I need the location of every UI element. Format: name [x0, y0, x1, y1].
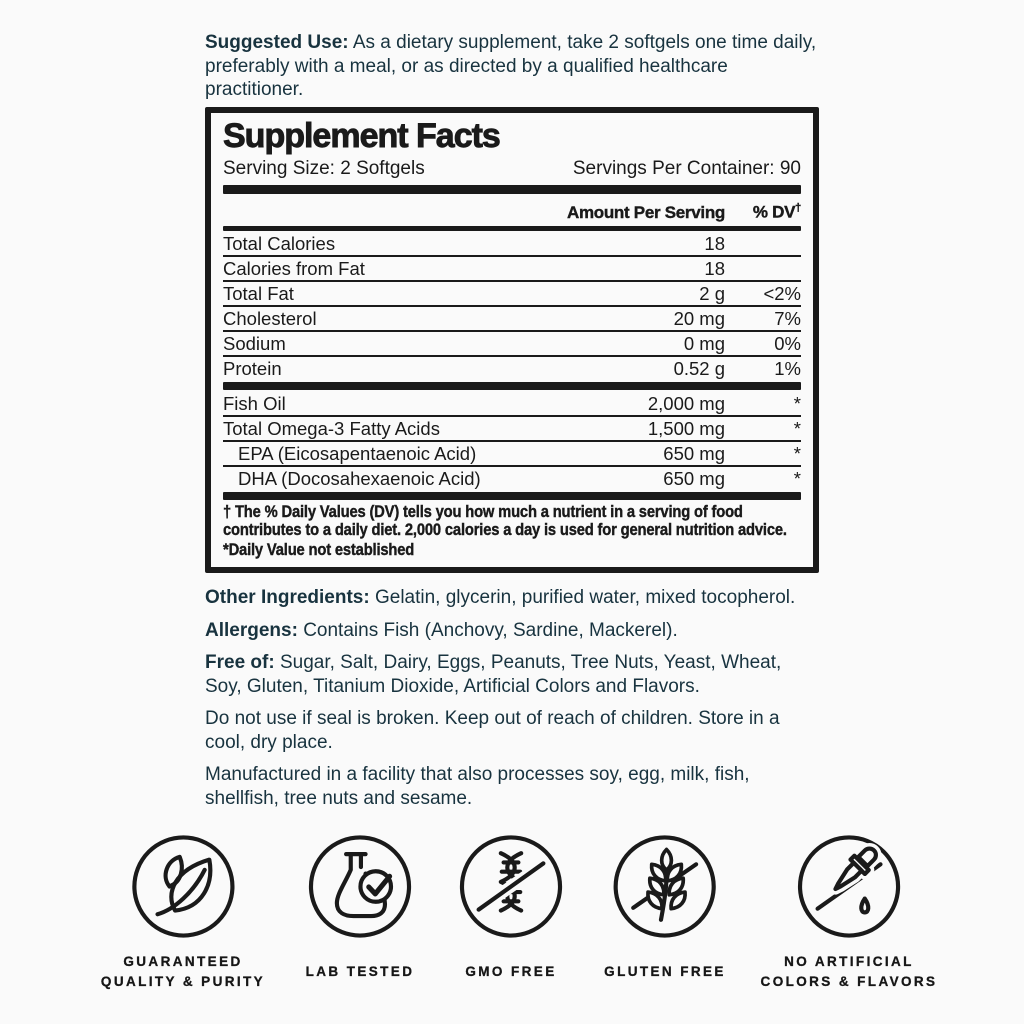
nutrient-name: EPA (Eicosapentaenoic Acid)	[238, 442, 477, 464]
table-header-row	[223, 196, 801, 226]
nutrient-amount: 650 mg	[663, 442, 725, 464]
nutrient-dv: *	[793, 392, 801, 414]
nutrient-name: Cholesterol	[223, 307, 317, 329]
supplement-facts-title: Supplement Facts	[223, 117, 500, 155]
nutrient-name: Calories from Fat	[223, 257, 365, 279]
nutrient-name: Total Calories	[223, 232, 336, 254]
suggested-use-label: Suggested Use:	[205, 32, 349, 53]
nutrient-row	[223, 282, 801, 307]
nutrient-amount: 18	[704, 232, 725, 254]
badge-label	[306, 949, 415, 995]
paragraph-label: Other Ingredients:	[205, 587, 370, 608]
badge-label-line: GUARANTEED	[123, 954, 243, 969]
nutrient-name: Sodium	[223, 332, 286, 354]
nutrient-row	[223, 332, 801, 357]
badge	[101, 831, 265, 995]
nutrient-amount: 2 g	[699, 282, 725, 304]
nutrient-amount: 18	[704, 257, 725, 279]
badge-label-line: LAB TESTED	[305, 964, 415, 979]
paragraph-text: Sugar, Salt, Dairy, Eggs, Peanuts, Tree Nuts, Yeast, Wheat, Soy, Gluten, Titanium Dioxide, Artificial Colors and Flavors.	[205, 652, 782, 697]
nutrient-row	[223, 357, 801, 380]
flask-check-icon	[305, 831, 416, 942]
nutrient-name: DHA (Docosahexaenoic Acid)	[238, 467, 481, 489]
badge-label-line: GLUTEN FREE	[604, 964, 726, 979]
sf-sections	[223, 232, 801, 500]
nutrient-amount: 0 mg	[683, 332, 725, 354]
badge-label	[101, 949, 265, 995]
nutrient-row	[223, 232, 801, 257]
nutrient-row	[223, 257, 801, 282]
nutrient-name: Protein	[223, 357, 282, 379]
badge-label-line: COLORS & FLAVORS	[760, 974, 938, 989]
nutrient-amount: 650 mg	[663, 467, 725, 489]
info-paragraphs	[205, 586, 819, 819]
paragraph-text: Gelatin, glycerin, purified water, mixed tocopherol.	[374, 587, 796, 608]
nutrient-amount: 2,000 mg	[647, 392, 725, 414]
nutrient-name: Fish Oil	[223, 392, 286, 414]
paragraph-label: Allergens:	[205, 619, 298, 641]
footnote-dv: † The % Daily Values (DV) tells you how much a nutrient in a serving of food contributes to a daily diet. 2,000 calories a day is used for general nutrition advice.	[223, 502, 787, 540]
nutrient-amount: 0.52 g	[673, 357, 725, 379]
dna-slash-icon	[456, 831, 567, 942]
paragraph	[205, 651, 819, 698]
badge-label	[465, 949, 556, 995]
nutrient-section	[223, 392, 801, 490]
nutrient-row	[223, 307, 801, 332]
nutrient-name: Total Fat	[223, 282, 294, 304]
paragraph-text: Contains Fish (Anchovy, Sardine, Mackerel).	[303, 619, 678, 641]
supplement-facts-panel	[205, 107, 819, 573]
dagger-symbol: †	[795, 202, 801, 214]
badge-row	[0, 831, 1024, 1016]
paragraph	[205, 586, 819, 610]
servings-per-container: Servings Per Container: 90	[572, 158, 801, 179]
paragraph	[205, 707, 819, 754]
paragraph-text: Do not use if seal is broken. Keep out of reach of children. Store in a cool, dry place.	[205, 708, 780, 753]
thick-rule	[223, 185, 801, 194]
nutrient-dv: 1%	[774, 357, 801, 379]
nutrient-row	[223, 467, 801, 490]
badge-label	[761, 949, 938, 995]
badge-label-line: NO ARTIFICIAL	[784, 954, 914, 969]
nutrient-row	[223, 392, 801, 417]
nutrient-dv: 7%	[774, 307, 801, 329]
wheat-slash-icon	[610, 831, 721, 942]
nutrient-row	[223, 417, 801, 442]
badge	[604, 831, 726, 995]
badge-label	[604, 949, 726, 995]
suggested-use: Suggested Use: As a dietary supplement, take 2 softgels one time daily, preferably with a meal, or as directed by a qualified healthcare practitioner.	[205, 32, 817, 100]
dropper-slash-icon	[794, 831, 905, 942]
serving-row	[223, 156, 801, 184]
nutrient-dv: 0%	[774, 332, 801, 354]
paragraph-label: Free of:	[205, 652, 275, 673]
thick-rule	[223, 382, 801, 390]
badge	[761, 831, 938, 995]
leaf-icon	[127, 831, 238, 942]
thick-rule	[223, 492, 801, 500]
paragraph-text: Manufactured in a facility that also processes soy, egg, milk, fish, shellfish, tree nuts and sesame.	[205, 764, 750, 809]
badge	[456, 831, 567, 995]
nutrient-name: Total Omega-3 Fatty Acids	[223, 417, 440, 439]
paragraph	[205, 619, 819, 643]
column-header-amount: Amount Per Serving	[566, 202, 725, 222]
paragraph	[205, 763, 819, 810]
nutrient-dv: *	[793, 417, 801, 439]
nutrient-amount: 1,500 mg	[647, 417, 725, 439]
nutrient-dv: <2%	[763, 282, 801, 304]
nutrient-dv: *	[793, 467, 801, 489]
nutrient-amount: 20 mg	[673, 307, 725, 329]
badge-label-line: QUALITY & PURITY	[100, 974, 266, 989]
nutrient-section	[223, 232, 801, 380]
serving-size: Serving Size: 2 Softgels	[223, 158, 425, 179]
badge	[305, 831, 416, 995]
column-header-dv: % DV†	[752, 202, 801, 222]
badge-label-line: GMO FREE	[465, 964, 557, 979]
nutrient-row	[223, 442, 801, 467]
nutrient-dv: *	[793, 442, 801, 464]
suggested-use-section	[205, 31, 819, 111]
medium-rule	[223, 226, 801, 231]
footnote-asterisk: *Daily Value not established	[223, 540, 415, 559]
